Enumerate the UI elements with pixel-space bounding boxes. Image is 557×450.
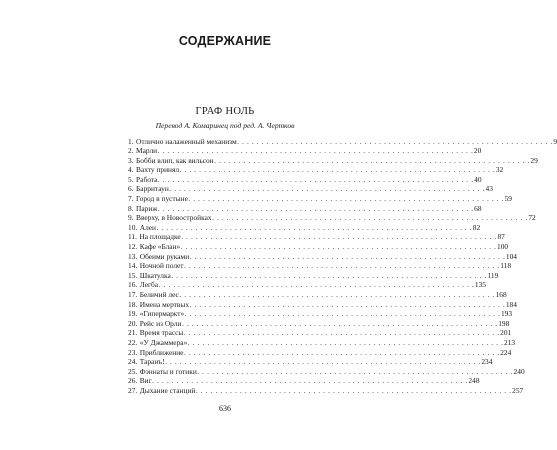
toc-entry <box>128 385 524 396</box>
toc-entry-page: 184 <box>505 299 517 309</box>
toc-entry <box>128 270 499 281</box>
toc-entry-page: 119 <box>487 270 499 280</box>
toc-dot-leader: . . . . . . . . . . . . . . . . . . . . . . . . . . . . . . . . . . . . . . . . . . . . . . . . . . . . . . . . . . . . . . . . . <box>188 194 505 204</box>
toc-dot-leader: . . . . . . . . . . . . . . . . . . . . . . . . . . . . . . . . . . . . . . . . . . . . . . . . . . . . . . . . . . . . . . . . . <box>152 376 468 386</box>
toc-entry-title: Приближение <box>139 347 184 357</box>
toc-dot-leader: . . . . . . . . . . . . . . . . . . . . . . . . . . . . . . . . . . . . . . . . . . . . . . . . . . . . . . . . . . . . . . . . . <box>171 270 487 280</box>
toc-entry <box>128 213 536 223</box>
toc-dot-leader: . . . . . . . . . . . . . . . . . . . . . . . . . . . . . . . . . . . . . . . . . . . . . . . . . . . . . . . . . . . . . . . . . <box>189 251 506 261</box>
toc-entry-number: 14. <box>128 261 138 271</box>
toc-entry <box>128 146 482 156</box>
toc-dot-leader: . . . . . . . . . . . . . . . . . . . . . . . . . . . . . . . . . . . . . . . . . . . . . . . . . . . . . . . . . . . . . . . . . <box>165 357 481 367</box>
toc-entry-page: 248 <box>468 376 480 386</box>
toc-dot-leader: . . . . . . . . . . . . . . . . . . . . . . . . . . . . . . . . . . . . . . . . . . . . . . . . . . . . . . . . . . . . . . . . . <box>197 366 514 376</box>
toc-dot-leader: . . . . . . . . . . . . . . . . . . . . . . . . . . . . . . . . . . . . . . . . . . . . . . . . . . . . . . . . . . . . . . . . . <box>156 222 473 232</box>
toc-dot-leader: . . . . . . . . . . . . . . . . . . . . . . . . . . . . . . . . . . . . . . . . . . . . . . . . . . . . . . . . . . . . . . . . . <box>195 385 512 395</box>
toc-entry <box>128 203 482 214</box>
toc-entry <box>128 337 516 348</box>
toc-entry-page: 240 <box>513 366 525 376</box>
toc-dot-leader: . . . . . . . . . . . . . . . . . . . . . . . . . . . . . . . . . . . . . . . . . . . . . . . . . . . . . . . . . . . . . . . . . <box>181 232 497 242</box>
toc-entry <box>128 328 512 338</box>
toc-entry-page: 9 <box>553 136 557 146</box>
toc-entry-title: «Гипермаркт» <box>139 309 185 319</box>
toc-entry-title: Барритаун <box>136 184 169 194</box>
toc-dot-leader: . . . . . . . . . . . . . . . . . . . . . . . . . . . . . . . . . . . . . . . . . . . . . . . . . . . . . . . . . . . . . . . . . <box>212 213 528 223</box>
toc-entry-number: 12. <box>128 242 138 252</box>
toc-entry-title: Работа <box>136 174 158 184</box>
toc-entry-page: 72 <box>528 213 536 223</box>
toc-entry-number: 20. <box>128 318 138 328</box>
toc-entry <box>128 174 482 185</box>
toc-entry-title: Таранъ! <box>139 357 165 367</box>
toc-entry-title: Вверху, в Новостройках <box>136 213 212 223</box>
toc-entry-title: Шкатулка <box>139 270 171 280</box>
toc-entry-page: 234 <box>481 357 493 367</box>
toc-entry-number: 15. <box>128 270 138 280</box>
toc-entry-number: 24. <box>128 357 138 367</box>
toc-entry-title: Имена мертвых <box>139 299 190 309</box>
toc-entry-page: 213 <box>504 337 516 347</box>
toc-entry <box>128 357 493 367</box>
toc-dot-leader: . . . . . . . . . . . . . . . . . . . . . . . . . . . . . . . . . . . . . . . . . . . . . . . . . . . . . . . . . . . . . . . . . <box>183 347 500 357</box>
toc-entry-number: 3. <box>128 155 134 165</box>
toc-entry-number: 6. <box>128 184 134 194</box>
table-of-contents <box>128 136 557 396</box>
toc-entry <box>128 222 481 233</box>
toc-entry-title: Время трассы <box>139 328 184 338</box>
toc-entry-title: Ален <box>139 222 157 232</box>
toc-entry-number: 2. <box>128 146 134 156</box>
toc-entry <box>128 280 486 290</box>
toc-dot-leader: . . . . . . . . . . . . . . . . . . . . . . . . . . . . . . . . . . . . . . . . . . . . . . . . . . . . . . . . . . . . . . . . . <box>181 318 498 328</box>
toc-entry <box>128 309 513 319</box>
toc-entry-page: 168 <box>495 290 507 299</box>
toc-entry-title: Бобби влип, как вильсон <box>136 155 214 165</box>
toc-dot-leader: . . . . . . . . . . . . . . . . . . . . . . . . . . . . . . . . . . . . . . . . . . . . . . . . . . . . . . . . . . . . . . . . . <box>158 280 475 290</box>
toc-dot-leader: . . . . . . . . . . . . . . . . . . . . . . . . . . . . . . . . . . . . . . . . . . . . . . . . . . . . . . . . . . . . . . . . . <box>184 309 501 319</box>
toc-entry <box>128 194 512 204</box>
toc-entry-title: Рейс из Орли <box>139 318 182 328</box>
toc-entry <box>128 165 504 175</box>
toc-entry-page: 82 <box>472 222 481 232</box>
toc-entry-page: 59 <box>504 194 512 204</box>
toc-entry <box>128 232 505 242</box>
toc-entry-page: 224 <box>500 347 512 357</box>
toc-entry-number: 13. <box>128 251 138 261</box>
toc-entry-number: 25. <box>128 366 138 376</box>
toc-entry-number: 5. <box>128 174 134 184</box>
toc-entry-number: 18. <box>128 299 138 309</box>
toc-entry <box>128 299 517 310</box>
toc-entry-page: 201 <box>500 328 512 338</box>
toc-entry-number: 7. <box>128 194 134 204</box>
toc-entry-page: 20 <box>473 146 482 156</box>
toc-entry-title: Марли <box>136 146 158 156</box>
toc-entry <box>128 366 525 377</box>
toc-dot-leader: . . . . . . . . . . . . . . . . . . . . . . . . . . . . . . . . . . . . . . . . . . . . . . . . . . . . . . . . . . . . . . . . . <box>157 203 474 213</box>
toc-entry-number: 1. <box>128 136 134 146</box>
toc-dot-leader: . . . . . . . . . . . . . . . . . . . . . . . . . . . . . . . . . . . . . . . . . . . . . . . . . . . . . . . . . . . . . . . . . <box>157 174 474 184</box>
toc-entry-page: 135 <box>474 280 486 290</box>
toc-entry-page: 257 <box>512 385 524 395</box>
toc-entry-title: Отлично налаженный механизм <box>136 136 237 146</box>
toc-dot-leader: . . . . . . . . . . . . . . . . . . . . . . . . . . . . . . . . . . . . . . . . . . . . . . . . . . . . . . . . . . . . . . . . . <box>184 261 500 271</box>
book-title: ГРАФ НОЛЬ <box>195 106 255 117</box>
toc-entry <box>128 251 517 262</box>
toc-entry-page: 43 <box>485 184 493 194</box>
toc-entry-page: 32 <box>495 165 504 175</box>
toc-dot-leader: . . . . . . . . . . . . . . . . . . . . . . . . . . . . . . . . . . . . . . . . . . . . . . . . . . . . . . . . . . . . . . . . . <box>183 328 500 338</box>
toc-entry-page: 193 <box>500 309 513 319</box>
toc-entry-title: Город в пустыне <box>136 194 188 204</box>
toc-dot-leader: . . . . . . . . . . . . . . . . . . . . . . . . . . . . . . . . . . . . . . . . . . . . . . . . . . . . . . . . . . . . . . . . . <box>237 136 553 146</box>
toc-entry-number: 4. <box>128 165 134 175</box>
toc-entry-title: Беличий лес <box>139 290 179 299</box>
toc-entry-number: 27. <box>128 385 138 395</box>
toc-entry-title: Ночной полет <box>139 261 184 271</box>
toc-dot-leader: . . . . . . . . . . . . . . . . . . . . . . . . . . . . . . . . . . . . . . . . . . . . . . . . . . . . . . . . . . . . . . . . . <box>169 184 486 194</box>
toc-entry-number: 19. <box>128 309 138 319</box>
toc-entry-number: 16. <box>128 280 138 290</box>
toc-entry-page: 68 <box>474 203 482 213</box>
toc-entry-number: 22. <box>128 337 138 347</box>
toc-entry <box>128 318 510 329</box>
toc-entry-number: 21. <box>128 328 138 338</box>
toc-entry-number: 26. <box>128 376 138 386</box>
toc-entry <box>128 261 512 271</box>
toc-entry-page: 118 <box>500 261 512 271</box>
toc-entry <box>128 347 512 358</box>
toc-entry <box>128 155 538 166</box>
toc-dot-leader: . . . . . . . . . . . . . . . . . . . . . . . . . . . . . . . . . . . . . . . . . . . . . . . . . . . . . . . . . . . . . . . . . <box>187 337 504 347</box>
toc-entry-number: 9. <box>128 213 134 223</box>
toc-entry-page: 40 <box>474 174 482 184</box>
toc-dot-leader: . . . . . . . . . . . . . . . . . . . . . . . . . . . . . . . . . . . . . . . . . . . . . . . . . . . . . . . . . . . . . . . . . <box>189 299 506 309</box>
toc-entry-number: 23. <box>128 347 138 357</box>
toc-entry-page: 104 <box>505 251 517 261</box>
toc-entry-title: Фэннаты и готики <box>139 366 197 376</box>
toc-dot-leader: . . . . . . . . . . . . . . . . . . . . . . . . . . . . . . . . . . . . . . . . . . . . . . . . . . . . . . . . . . . . . . . . . <box>179 290 496 299</box>
toc-entry-title: Обеими руками <box>139 251 190 261</box>
toc-entry-number: 8. <box>128 203 134 213</box>
toc-entry-title: Легба <box>139 280 159 290</box>
toc-dot-leader: . . . . . . . . . . . . . . . . . . . . . . . . . . . . . . . . . . . . . . . . . . . . . . . . . . . . . . . . . . . . . . . . . <box>180 242 497 252</box>
toc-entry-number: 10. <box>128 222 138 232</box>
toc-dot-leader: . . . . . . . . . . . . . . . . . . . . . . . . . . . . . . . . . . . . . . . . . . . . . . . . . . . . . . . . . . . . . . . . . <box>179 165 496 175</box>
toc-dot-leader: . . . . . . . . . . . . . . . . . . . . . . . . . . . . . . . . . . . . . . . . . . . . . . . . . . . . . . . . . . . . . . . . . <box>157 146 474 156</box>
toc-entry <box>128 290 507 300</box>
toc-entry-number: 17. <box>128 290 138 299</box>
toc-entry <box>128 376 480 386</box>
toc-entry-title: На площадке <box>139 232 181 242</box>
toc-entry <box>128 136 557 147</box>
toc-entry-page: 100 <box>497 242 509 252</box>
toc-entry-number: 11. <box>128 232 137 242</box>
toc-entry-title: Дыхание станций <box>139 385 196 395</box>
toc-entry-title: Париж <box>136 203 158 213</box>
contents-heading: СОДЕРЖАНИЕ <box>178 34 272 48</box>
page-number: 636 <box>219 404 231 413</box>
toc-entry-title: Виг <box>139 376 152 386</box>
toc-entry <box>128 184 493 194</box>
toc-entry-page: 29 <box>530 155 538 165</box>
toc-entry-page: 198 <box>498 318 510 328</box>
toc-dot-leader: . . . . . . . . . . . . . . . . . . . . . . . . . . . . . . . . . . . . . . . . . . . . . . . . . . . . . . . . . . . . . . . . . <box>214 155 530 165</box>
toc-entry-title: Вахту принял <box>136 165 180 175</box>
toc-entry-title: Кафе «Блан» <box>139 242 181 252</box>
toc-entry-page: 87 <box>497 232 505 242</box>
toc-entry-title: «У Джаммера» <box>139 337 188 347</box>
toc-entry <box>128 242 509 252</box>
translator-credit: Перевод А. Комаринец под ред. А. Чертков <box>155 121 295 130</box>
